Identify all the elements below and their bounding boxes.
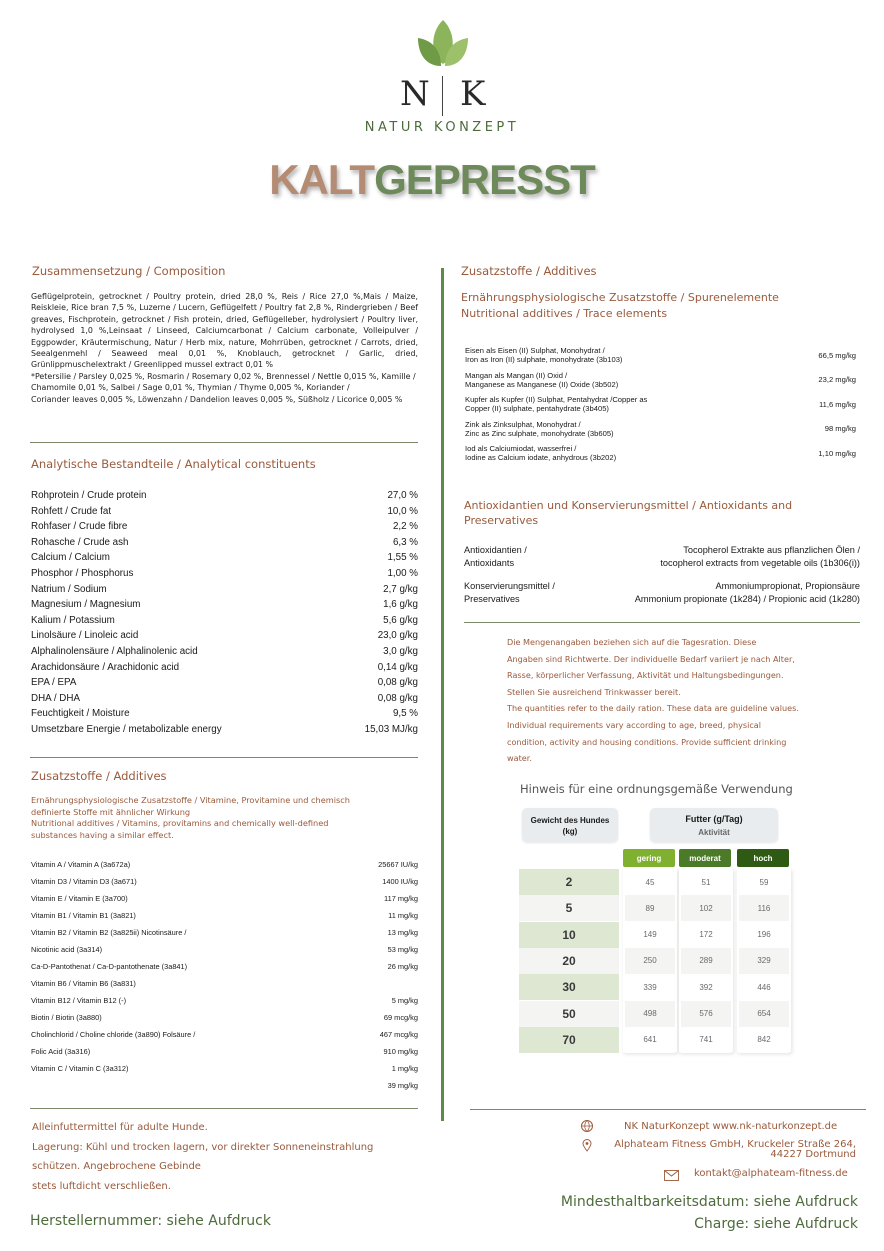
table-row: [31, 962, 418, 971]
amount-cell: 45: [625, 869, 675, 895]
address-line-1: Alphateam Fitness GmbH, Kruckeler Straße 264,: [614, 1139, 856, 1150]
table-row: [31, 1064, 418, 1073]
row-value: [635, 580, 860, 606]
table-row: [31, 877, 418, 886]
row-label: Vitamin B6 / Vitamin B6 (3a831): [31, 979, 136, 988]
company-address: [604, 1140, 856, 1160]
row-label-line-2: Iron as Iron (II) sulphate, monohydrate (3b103): [465, 355, 623, 364]
weight-cell: 2: [519, 869, 619, 895]
brand-logo: [392, 16, 492, 136]
vitamins-subtitle-3: Nutritional additives / Vitamins, provitamins and chemically well-defined: [31, 818, 329, 828]
table-row: [31, 1030, 418, 1039]
amount-cell: 576: [681, 1001, 731, 1027]
row-label: Natrium / Sodium: [31, 583, 107, 595]
table-row: [464, 544, 860, 570]
row-label-line-1: Zink als Zinksulphat, Monohydrat /: [465, 419, 581, 429]
row-label: Vitamin E / Vitamin E (3a700): [31, 894, 128, 903]
row-value: 1,10 mg/kg: [818, 448, 856, 458]
amount-cell: 498: [625, 1001, 675, 1027]
composition-herbs-1: *Petersilie / Parsley 0,025 %, Rosmarin / Rosemary 0,02 %, Brennessel / Nettle 0,015 %, Kamille /: [31, 371, 416, 381]
table-row: [31, 490, 418, 501]
row-label-line-1: Eisen als Eisen (II) Sulphat, Monohydrat /: [465, 346, 605, 355]
table-row: [31, 630, 418, 641]
composition-herbs-3: Coriander leaves 0,005 %, Löwenzahn / Dandelion leaves 0,005 %, Süßholz / Licorice 0,005 %: [31, 394, 403, 404]
divider-line: [30, 1108, 418, 1109]
note-line: Individual requirements vary according to age, breed, physical: [507, 719, 762, 730]
amount-cell: 102: [681, 895, 731, 921]
amount-cell: 89: [625, 895, 675, 921]
row-value: 2,7 g/kg: [383, 583, 418, 595]
row-label-line-2: Zinc as Zinc sulphate, monohydrate (3b605): [465, 428, 614, 438]
row-value: 1 mg/kg: [391, 1064, 418, 1073]
row-label: Phosphor / Phosphorus: [31, 568, 134, 579]
row-label: Rohfaser / Crude fibre: [31, 521, 128, 533]
weight-header-2: (kg): [562, 827, 578, 836]
row-label-line-2: Antioxidants: [464, 558, 515, 568]
table-row: [31, 945, 418, 954]
row-value: 5,6 g/kg: [383, 614, 418, 626]
table-row: [31, 615, 418, 626]
amount-cell: 392: [681, 974, 731, 1000]
amount-cell: 250: [625, 948, 675, 974]
row-label: Folic Acid (3a316): [31, 1047, 91, 1056]
row-label-line-1: Iod als Calciumiodat, wasserfrei /: [465, 444, 577, 453]
row-label: Feuchtigkeit / Moisture: [31, 708, 130, 720]
row-value: 11 mg/kg: [388, 911, 418, 920]
table-row: [31, 979, 418, 988]
company-website[interactable]: NK NaturKonzept www.nk-naturkonzept.de: [624, 1121, 838, 1132]
table-row: [31, 911, 418, 920]
row-label: Biotin / Biotin (3a880): [31, 1013, 102, 1022]
row-label: Linolsäure / Linoleic acid: [31, 630, 139, 642]
row-label-line-1: Kupfer als Kupfer (II) Sulphat, Pentahydrat /Copper as: [465, 395, 648, 404]
amount-cell: 741: [681, 1027, 731, 1053]
row-value: 1,6 g/kg: [383, 599, 418, 611]
row-value: 0,08 g/kg: [377, 692, 418, 704]
table-row: [31, 568, 418, 579]
mail-icon: [664, 1170, 679, 1181]
row-value: 1,00 %: [387, 568, 418, 579]
note-line: Die Mengenangaben beziehen sich auf die Tagesration. Diese: [507, 637, 757, 647]
table-row: [31, 537, 418, 548]
composition-herbs-2: Chamomile 0,01 %, Salbei / Sage 0,01 %, Thymian / Thyme 0,005 %, Koriander /: [31, 383, 350, 393]
vitamins-subtitle: [31, 795, 350, 841]
row-value: 9,5 %: [392, 708, 418, 720]
table-row: [31, 860, 418, 869]
divider-line: [464, 622, 860, 623]
weight-cell: 5: [519, 895, 619, 921]
row-value: 467 mcg/kg: [379, 1030, 418, 1039]
row-label: Rohasche / Crude ash: [31, 536, 129, 548]
table-row: [31, 552, 418, 563]
table-row: [31, 646, 418, 657]
note-line: Angaben sind Richtwerte. Der individuelle Bedarf variiert je nach Alter,: [507, 653, 795, 664]
divider-line: [470, 1109, 866, 1110]
amount-cell: 196: [739, 922, 789, 948]
composition-text: [31, 291, 418, 405]
divider-line: [30, 757, 418, 758]
row-label: Ca-D-Pantothenat / Ca-D-pantothenate (3a841): [31, 962, 188, 971]
amount-cell: 149: [625, 922, 675, 948]
table-row: [465, 395, 856, 413]
row-label: Vitamin B1 / Vitamin B1 (3a821): [31, 911, 136, 920]
row-value: 69 mcg/kg: [383, 1013, 418, 1022]
table-row: [465, 444, 856, 462]
storage-1: Lagerung: Kühl und trocken lagern, vor direkter Sonneneinstrahlung: [32, 1141, 374, 1153]
row-value: 98 mg/kg: [824, 424, 856, 433]
product-title-part1: KALT: [269, 156, 375, 203]
table-row: [31, 894, 418, 903]
table-row: [31, 708, 418, 719]
table-row: [31, 599, 418, 610]
row-label: Cholinchlorid / Choline chloride (3a890) Folsäure /: [31, 1030, 196, 1039]
contact-email[interactable]: kontakt@alphateam-fitness.de: [694, 1168, 848, 1179]
row-label-line-2: Copper (II) sulphate, pentahydrate (3b405): [465, 404, 609, 413]
row-label: [465, 371, 618, 389]
trace-subtitle: [461, 290, 779, 322]
divider-line: [30, 442, 418, 443]
amount-cell: 654: [739, 1001, 789, 1027]
table-row: [31, 584, 418, 595]
row-label: Nicotinic acid (3a314): [31, 945, 103, 954]
row-value: 23,0 g/kg: [377, 630, 418, 642]
row-value: 27,0 %: [387, 490, 418, 501]
table-row: [31, 693, 418, 704]
activity-level-2: hoch: [737, 849, 789, 867]
row-value: 5 mg/kg: [391, 996, 418, 1005]
analytical-title: Analytische Bestandteile / Analytical constituents: [31, 457, 316, 471]
row-value: 66,5 mg/kg: [818, 350, 856, 360]
row-label: Rohfett / Crude fat: [31, 505, 112, 517]
row-label: [465, 346, 622, 364]
row-label-line-1: Antioxidantien /: [464, 545, 527, 555]
table-row: [31, 996, 418, 1005]
activity-header: Aktivität: [698, 828, 730, 837]
row-label: Umsetzbare Energie / metabolizable energy: [31, 724, 222, 735]
row-value: 11,6 mg/kg: [818, 399, 856, 409]
row-label: Arachidonsäure / Arachidonic acid: [31, 661, 180, 673]
row-value-line-1: Tocopherol Extrakte aus pflanzlichen Ölen /: [683, 545, 860, 555]
table-row: [465, 346, 856, 364]
product-title: [0, 156, 864, 204]
row-label: Rohprotein / Crude protein: [31, 490, 147, 501]
amount-cell: 51: [681, 869, 731, 895]
row-value: 25667 IU/kg: [378, 860, 418, 869]
table-row: [31, 724, 418, 735]
table-row: [31, 1081, 418, 1090]
row-label: [465, 444, 616, 462]
note-line: Stellen Sie ausreichend Trinkwasser bereit.: [507, 686, 681, 697]
row-label: Magnesium / Magnesium: [31, 599, 141, 611]
batch-number: Charge: siehe Aufdruck: [694, 1216, 858, 1232]
row-value: 117 mg/kg: [384, 894, 418, 903]
vitamins-subtitle-4: substances having a similar effect.: [31, 829, 174, 840]
weight-header: [522, 808, 618, 842]
best-before: Mindesthaltbarkeitsdatum: siehe Aufdruck: [560, 1194, 858, 1210]
manufacturer-number: Herstellernummer: siehe Aufdruck: [30, 1213, 271, 1229]
antioxidants-title-2: Preservatives: [464, 514, 539, 527]
row-value: 15,03 MJ/kg: [364, 724, 418, 735]
usage-notes: [507, 634, 799, 767]
footer-left: [32, 1118, 373, 1196]
vitamins-title: Zusatzstoffe / Additives: [31, 769, 167, 783]
row-label: [465, 420, 614, 438]
brand-divider: [442, 76, 443, 116]
row-value: 26 mg/kg: [387, 962, 418, 971]
weight-cell: 70: [519, 1027, 619, 1053]
note-line: Rasse, körperlicher Verfassung, Aktivität und Haltungsbedingungen.: [507, 670, 784, 681]
row-value: 0,14 g/kg: [377, 661, 418, 673]
row-value: 1,55 %: [387, 552, 418, 564]
weight-cell: 20: [519, 948, 619, 974]
brand-initial-right: K: [460, 74, 486, 114]
address-line-2: 44227 Dortmund: [770, 1149, 856, 1160]
row-value: 10,0 %: [387, 505, 418, 517]
row-label: Alphalinolensäure / Alphalinolenic acid: [31, 646, 198, 657]
vitamins-subtitle-2: definierte Stoffe mit ähnlicher Wirkung: [31, 806, 191, 817]
amount-cell: 172: [681, 922, 731, 948]
globe-icon: [580, 1119, 594, 1133]
location-icon: [582, 1139, 592, 1152]
amount-cell: 59: [739, 869, 789, 895]
row-label: Vitamin A / Vitamin A (3a672a): [31, 860, 131, 869]
activity-level-1: moderat: [679, 849, 731, 867]
row-value: 13 mg/kg: [387, 928, 418, 937]
antioxidants-title-1: Antioxidantien und Konservierungsmittel / Antioxidants and: [464, 499, 793, 512]
note-line: water.: [507, 753, 532, 764]
brand-name: NATUR KONZEPT: [364, 120, 520, 135]
food-header: [650, 808, 778, 842]
row-value: 3,0 g/kg: [383, 646, 418, 657]
product-title-part2: GEPRESST: [374, 156, 595, 203]
row-value-line-1: Ammoniumpropionat, Propionsäure: [715, 581, 860, 591]
weight-cell: 30: [519, 974, 619, 1000]
row-label-line-2: Manganese as Manganese (II) Oxide (3b502): [465, 379, 619, 389]
table-row: [465, 371, 856, 389]
row-label: DHA / DHA: [31, 692, 80, 704]
trace-title: Zusatzstoffe / Additives: [461, 264, 597, 278]
row-value: 910 mg/kg: [383, 1047, 418, 1056]
table-row: [31, 662, 418, 673]
row-value: 53 mg/kg: [387, 945, 418, 954]
brand-initial-left: N: [400, 74, 430, 114]
table-row: [465, 420, 856, 438]
weight-header-1: Gewicht des Hundes: [530, 816, 610, 825]
composition-ingredients: Geflügelprotein, getrocknet / Poultry protein, dried 28,0 %, Reis / Rice 27,0 %,Mais / Maize, Reiskleie, Rice bran 7,5 %, Luzerne / Lucern, Geflügelfett / Poultry fat 2,8 %, Rindergrieben / Beef greaves, Fischprotein, getrocknet / Fish protein, dried, Geflügelleber, hydrolysiert / Poultry liver, hydrolysed 1,0 %,Leinsaat / Linseed, Calciumcarbonat / Calcium carbonate, Volleipulver / Eggpowder, Kräutermischung, Natur / Herb mix, nature, Mohrrüben, getrocknet / Carrots, dried, Seealgenmehl / Seaweed meal 0,01 %, Knoblauch, getrocknet / Garlic, dried, Grünlippmuschelextrakt / Greenlipped mussel extract 0,01 %: [31, 292, 418, 370]
composition-title: Zusammensetzung / Composition: [32, 264, 226, 278]
table-row: [31, 1047, 418, 1056]
food-header-title: Futter (g/Tag): [685, 814, 743, 824]
product-type: Alleinfuttermittel für adulte Hunde.: [32, 1122, 208, 1133]
amount-cell: 289: [681, 948, 731, 974]
row-value: 2,2 %: [392, 521, 418, 533]
activity-level-0: gering: [623, 849, 675, 867]
weight-cell: 50: [519, 1001, 619, 1027]
row-value: [660, 544, 860, 570]
amount-cell: 842: [739, 1027, 789, 1053]
amount-cell: 339: [625, 974, 675, 1000]
amount-cell: 329: [739, 948, 789, 974]
row-value: 39 mg/kg: [387, 1081, 418, 1090]
table-row: [31, 928, 418, 937]
table-row: [31, 506, 418, 517]
row-label: [465, 395, 647, 413]
table-row: [464, 580, 860, 606]
feeding-title: Hinweis für eine ordnungsgemäße Verwendung: [520, 782, 793, 796]
feeding-table: [519, 808, 819, 1058]
row-label-line-2: Preservatives: [464, 594, 520, 604]
trace-subtitle-1: Ernährungsphysiologische Zusatzstoffe / Spurenelemente: [461, 291, 779, 304]
vitamins-subtitle-1: Ernährungsphysiologische Zusatzstoffe / Vitamine, Provitamine und chemisch: [31, 795, 350, 805]
row-value-line-2: Ammonium propionate (1k284) / Propionic acid (1k280): [634, 594, 860, 604]
row-label: Vitamin B2 / Vitamin B2 (3a825ii) Nicotinsäure /: [31, 928, 187, 937]
row-value: 0,08 g/kg: [377, 677, 418, 689]
row-value-line-2: tocopherol extracts from vegetable oils (1b306(i)): [660, 558, 860, 568]
column-divider: [441, 268, 444, 1121]
row-label-line-2: Iodine as Calcium iodate, anhydrous (3b202): [465, 453, 617, 462]
row-label: [464, 580, 555, 606]
row-label: Vitamin B12 / Vitamin B12 (-): [31, 996, 127, 1005]
table-row: [31, 1013, 418, 1022]
storage-3: stets luftdicht verschließen.: [32, 1180, 171, 1192]
weight-cell: 10: [519, 922, 619, 948]
table-row: [31, 521, 418, 532]
note-line: The quantities refer to the daily ration. These data are guideline values.: [507, 703, 799, 714]
note-line: condition, activity and housing conditions. Provide sufficient drinking: [507, 736, 787, 747]
amount-cell: 446: [739, 974, 789, 1000]
amount-cell: 641: [625, 1027, 675, 1053]
row-value: 23,2 mg/kg: [818, 375, 856, 384]
table-row: [31, 677, 418, 688]
row-label: EPA / EPA: [31, 677, 77, 689]
row-value: 6,3 %: [392, 536, 418, 548]
leaf-icon: [416, 16, 470, 68]
row-label-line-1: Mangan als Mangan (II) Oxid /: [465, 370, 568, 380]
row-label: Vitamin C / Vitamin C (3a312): [31, 1064, 129, 1073]
amount-cell: 116: [739, 895, 789, 921]
row-label: Vitamin D3 / Vitamin D3 (3a671): [31, 877, 137, 886]
trace-subtitle-2: Nutritional additives / Trace elements: [461, 307, 668, 320]
row-value: 1400 IU/kg: [382, 877, 418, 886]
antioxidants-title: [464, 498, 792, 528]
row-label: Kalium / Potassium: [31, 614, 115, 626]
row-label: [464, 544, 527, 570]
row-label: Calcium / Calcium: [31, 552, 110, 564]
row-label-line-1: Konservierungsmittel /: [464, 581, 555, 591]
storage-2: schützen. Angebrochene Gebinde: [32, 1161, 201, 1172]
